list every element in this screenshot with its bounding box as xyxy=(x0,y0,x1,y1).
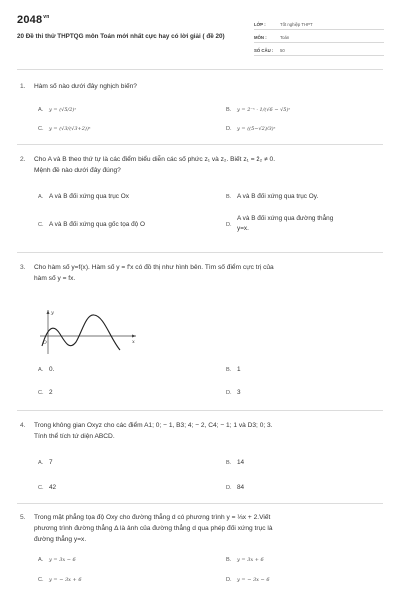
question-text: hàm số y = fx. xyxy=(34,275,76,282)
option-a[interactable]: A. 7 xyxy=(38,459,53,466)
option-a[interactable]: A. y = (√5/2)ˣ xyxy=(38,107,77,113)
question-number: 1. xyxy=(20,83,26,90)
option-b[interactable]: B. y = 2⁻ˣ · 1/(√6 − √5)ˣ xyxy=(226,107,291,113)
question-text: Cho hàm số y=f(x). Hàm số y = f′x có đồ thị như hình bên. Tìm số điểm cực trị của xyxy=(34,264,274,271)
option-c[interactable]: C. y = (√3/(√3+2))ˣ xyxy=(38,126,91,132)
question-number: 5. xyxy=(20,514,26,521)
option-b[interactable]: B. A và B đối xứng qua trục Oy. xyxy=(226,193,319,200)
question-text: Trong mặt phẳng tọa độ Oxy cho đường thẳng d có phương trình y = ⅓x + 2.Viết xyxy=(34,514,271,521)
divider xyxy=(17,503,383,504)
option-c[interactable]: C. y = − 3x + 6 xyxy=(38,577,82,583)
question-3-options xyxy=(20,365,382,395)
meta-subject xyxy=(254,30,384,43)
question-5 xyxy=(20,512,382,585)
logo-text: 2048 xyxy=(17,14,43,26)
option-c[interactable]: C. 2 xyxy=(38,389,53,396)
question-number: 3. xyxy=(20,264,26,271)
meta-key: MÔN : xyxy=(254,35,267,40)
page-header xyxy=(17,14,383,60)
logo-suffix: vn xyxy=(43,14,50,21)
divider xyxy=(17,252,383,253)
question-text: đường thẳng y=x. xyxy=(34,536,87,543)
y-axis-label: y xyxy=(51,310,54,316)
derivative-graph xyxy=(38,308,138,356)
option-c[interactable]: C. A và B đối xứng qua gốc tọa độ O xyxy=(38,221,145,228)
document-meta xyxy=(254,17,384,56)
option-b[interactable]: B. y = 3x + 6 xyxy=(226,557,264,563)
divider xyxy=(17,144,383,145)
option-a[interactable]: A. 0. xyxy=(38,366,55,373)
option-d[interactable]: D. y = − 3x − 6 xyxy=(226,577,270,583)
question-2 xyxy=(20,154,382,232)
question-text: Cho A và B theo thứ tự là các điểm biểu diễn các số phức z₁ và z₂. Biết z₁ = z̄₂ ≠ 0. xyxy=(34,156,276,163)
meta-value: Toán xyxy=(280,35,290,40)
x-axis-arrow xyxy=(132,335,136,338)
question-text: Hàm số nào dưới đây nghịch biến? xyxy=(34,83,137,90)
option-a[interactable]: A. y = 3x − 6 xyxy=(38,557,76,563)
option-d[interactable]: D. A và B đối xứng qua đường thẳng y=x. xyxy=(226,215,334,232)
option-d[interactable]: D. 84 xyxy=(226,484,245,491)
meta-value: Tốt nghiệp THPT xyxy=(280,22,313,27)
meta-value: 50 xyxy=(280,48,285,53)
question-number: 2. xyxy=(20,156,26,163)
divider xyxy=(17,410,383,411)
site-logo[interactable] xyxy=(17,14,50,26)
option-b[interactable]: B. 1 xyxy=(226,366,241,373)
question-text: Mệnh đề nào dưới đây đúng? xyxy=(34,167,121,174)
x-axis-label: x xyxy=(132,339,135,345)
question-text: Tính thể tích tứ diện ABCD. xyxy=(34,433,115,440)
divider xyxy=(17,69,383,70)
curve xyxy=(42,315,120,350)
meta-question-count xyxy=(254,43,384,56)
question-1 xyxy=(20,81,382,138)
meta-key: LỚP : xyxy=(254,22,266,27)
question-text: phương trình đường thẳng Δ là ảnh của đường thẳng d qua phép đối xứng trục là xyxy=(34,525,273,532)
origin-label: O xyxy=(43,341,47,346)
question-3 xyxy=(20,262,382,284)
option-d[interactable]: D. y = ((5−√2)/3)ˣ xyxy=(226,126,276,132)
question-number: 4. xyxy=(20,422,26,429)
meta-class xyxy=(254,17,384,30)
option-c[interactable]: C. 42 xyxy=(38,484,57,491)
y-axis-arrow xyxy=(47,310,50,314)
option-d[interactable]: D. 3 xyxy=(226,389,241,396)
question-text: Trong không gian Oxyz cho các điểm A1; 0; − 1, B3; 4; − 2, C4; − 1; 1 và D3; 0; 3. xyxy=(34,422,273,429)
document-title: 20 Đề thi thử THPTQG môn Toán mới nhất cực hay có lời giải ( đề 20) xyxy=(17,33,225,40)
option-b[interactable]: B. 14 xyxy=(226,459,245,466)
option-a[interactable]: A. A và B đối xứng qua trục Ox xyxy=(38,193,129,200)
meta-key: SỐ CÂU : xyxy=(254,48,274,53)
question-4 xyxy=(20,420,382,491)
